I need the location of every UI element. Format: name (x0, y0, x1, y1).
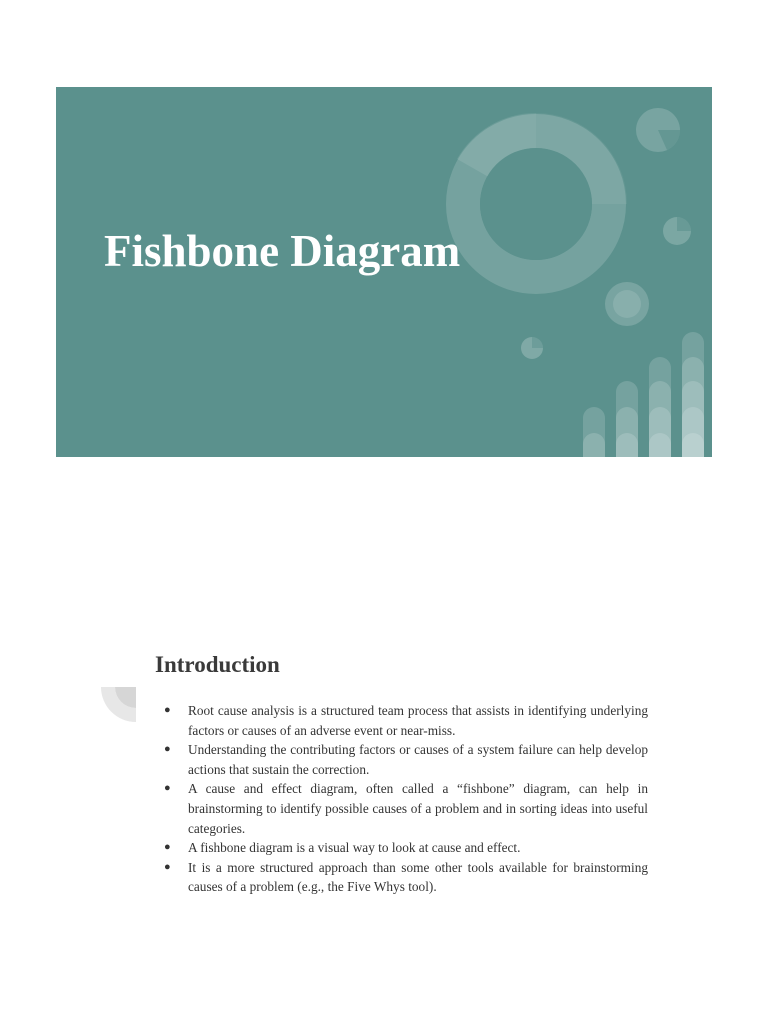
small-dot-graphic (521, 337, 543, 359)
tiny-pie-graphic (663, 217, 691, 245)
ring-graphic (605, 282, 649, 326)
bullet-icon: ● (164, 841, 171, 854)
small-pie-graphic (636, 108, 680, 152)
title-banner (56, 87, 712, 457)
bullet-icon: ● (164, 743, 171, 756)
bar-chart-graphic (583, 332, 704, 457)
list-item-text: It is a more structured approach than some other tools available for brainstorming causes of a problem (e.g., the Five Whys tool). (188, 859, 648, 895)
introduction-bullet-list (164, 701, 648, 897)
bullet-icon: ● (164, 782, 171, 795)
list-item (164, 838, 648, 858)
list-item-text: Root cause analysis is a structured team process that assists in identifying underlying factors or causes of an adverse event or near-miss. (188, 703, 648, 738)
list-item (164, 858, 648, 897)
bullet-icon: ● (164, 860, 171, 873)
list-item (164, 779, 648, 838)
donut-chart-graphic (457, 113, 627, 277)
section-heading-introduction: Introduction (155, 652, 280, 677)
list-item-text: A cause and effect diagram, often called a “fishbone” diagram, can help in brainstorming to identify possible causes of a problem and in sorting ideas into useful categories. (188, 781, 648, 836)
list-item (164, 740, 648, 779)
list-item (164, 701, 648, 740)
list-item-text: Understanding the contributing factors or causes of a system failure can help develop actions that sustain the correction. (188, 742, 648, 777)
list-item-text: A fishbone diagram is a visual way to look at cause and effect. (188, 840, 521, 856)
section-corner-decoration (100, 686, 138, 724)
bullet-icon: ● (164, 704, 171, 716)
page-title: Fishbone Diagram (104, 226, 461, 276)
